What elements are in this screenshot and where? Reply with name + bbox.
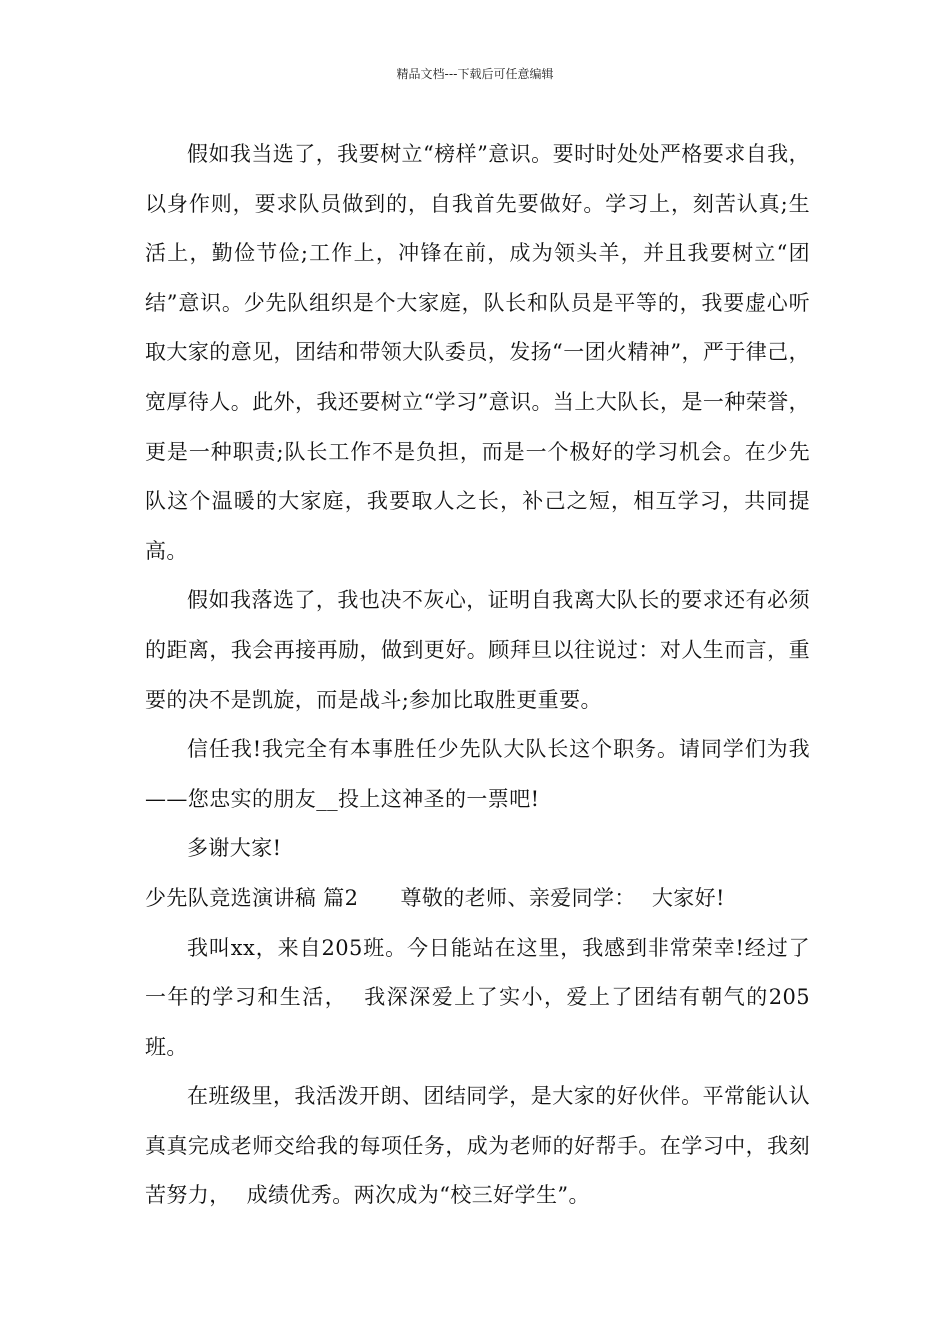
section-greeting: 尊敬的老师、亲爱同学： bbox=[400, 885, 636, 910]
paragraph-if-not-elected: 假如我落选了，我也决不灰心，证明自我离大队长的要求还有必须的距离，我会再接再励，做到更好。顾拜旦以往说过：对人生而言，重要的决不是凯旋，而是战斗;参加比取胜更重要。 bbox=[145, 588, 810, 712]
page-header: 精品文档---下载后可任意编辑 bbox=[396, 67, 554, 81]
introduction-part-1: 我叫xx，来自205班。今日能站在这里，我感到非常荣幸!经过了一年的学习和生活， bbox=[145, 935, 810, 1010]
section-heading-line bbox=[145, 874, 810, 924]
section-hello: 大家好! bbox=[651, 885, 725, 910]
paragraph-trust-me: 信任我!我完全有本事胜任少先队大队长这个职务。请同学们为我——您忠实的朋友__投上这神圣的一票吧! bbox=[145, 737, 810, 811]
class-life-part-2: 成绩优秀。两次成为“校三好学生”。 bbox=[246, 1183, 590, 1208]
section-title: 少先队竞选演讲稿 篇2 bbox=[145, 885, 359, 910]
paragraph-thanks: 多谢大家! bbox=[187, 836, 282, 861]
paragraph-class-life bbox=[145, 1072, 810, 1221]
class-life-part-1: 在班级里，我活泼开朗、团结同学，是大家的好伙伴。平常能认认真真完成老师交给我的每项任务，成为老师的好帮手。在学习中，我刻苦努力， bbox=[145, 1084, 810, 1208]
document-body bbox=[145, 130, 810, 1221]
paragraph-if-elected: 假如我当选了，我要树立“榜样”意识。要时时处处严格要求自我，以身作则，要求队员做到的，自我首先要做好。学习上，刻苦认真;生活上，勤俭节俭;工作上，冲锋在前，成为领头羊，并且我要树立“团结”意识。少先队组织是个大家庭，队长和队员是平等的，我要虚心听取大家的意见，团结和带领大队委员，发扬“一团火精神”，严于律己，宽厚待人。此外，我还要树立“学习”意识。当上大队长，是一种荣誉，更是一种职责;队长工作不是负担，而是一个极好的学习机会。在少先队这个温暖的大家庭，我要取人之长，补己之短，相互学习，共同提高。 bbox=[145, 142, 810, 563]
paragraph-introduction bbox=[145, 924, 810, 1073]
introduction-part-2: 我深深爱上了实小，爱上了团结有朝气的205班。 bbox=[145, 985, 810, 1059]
